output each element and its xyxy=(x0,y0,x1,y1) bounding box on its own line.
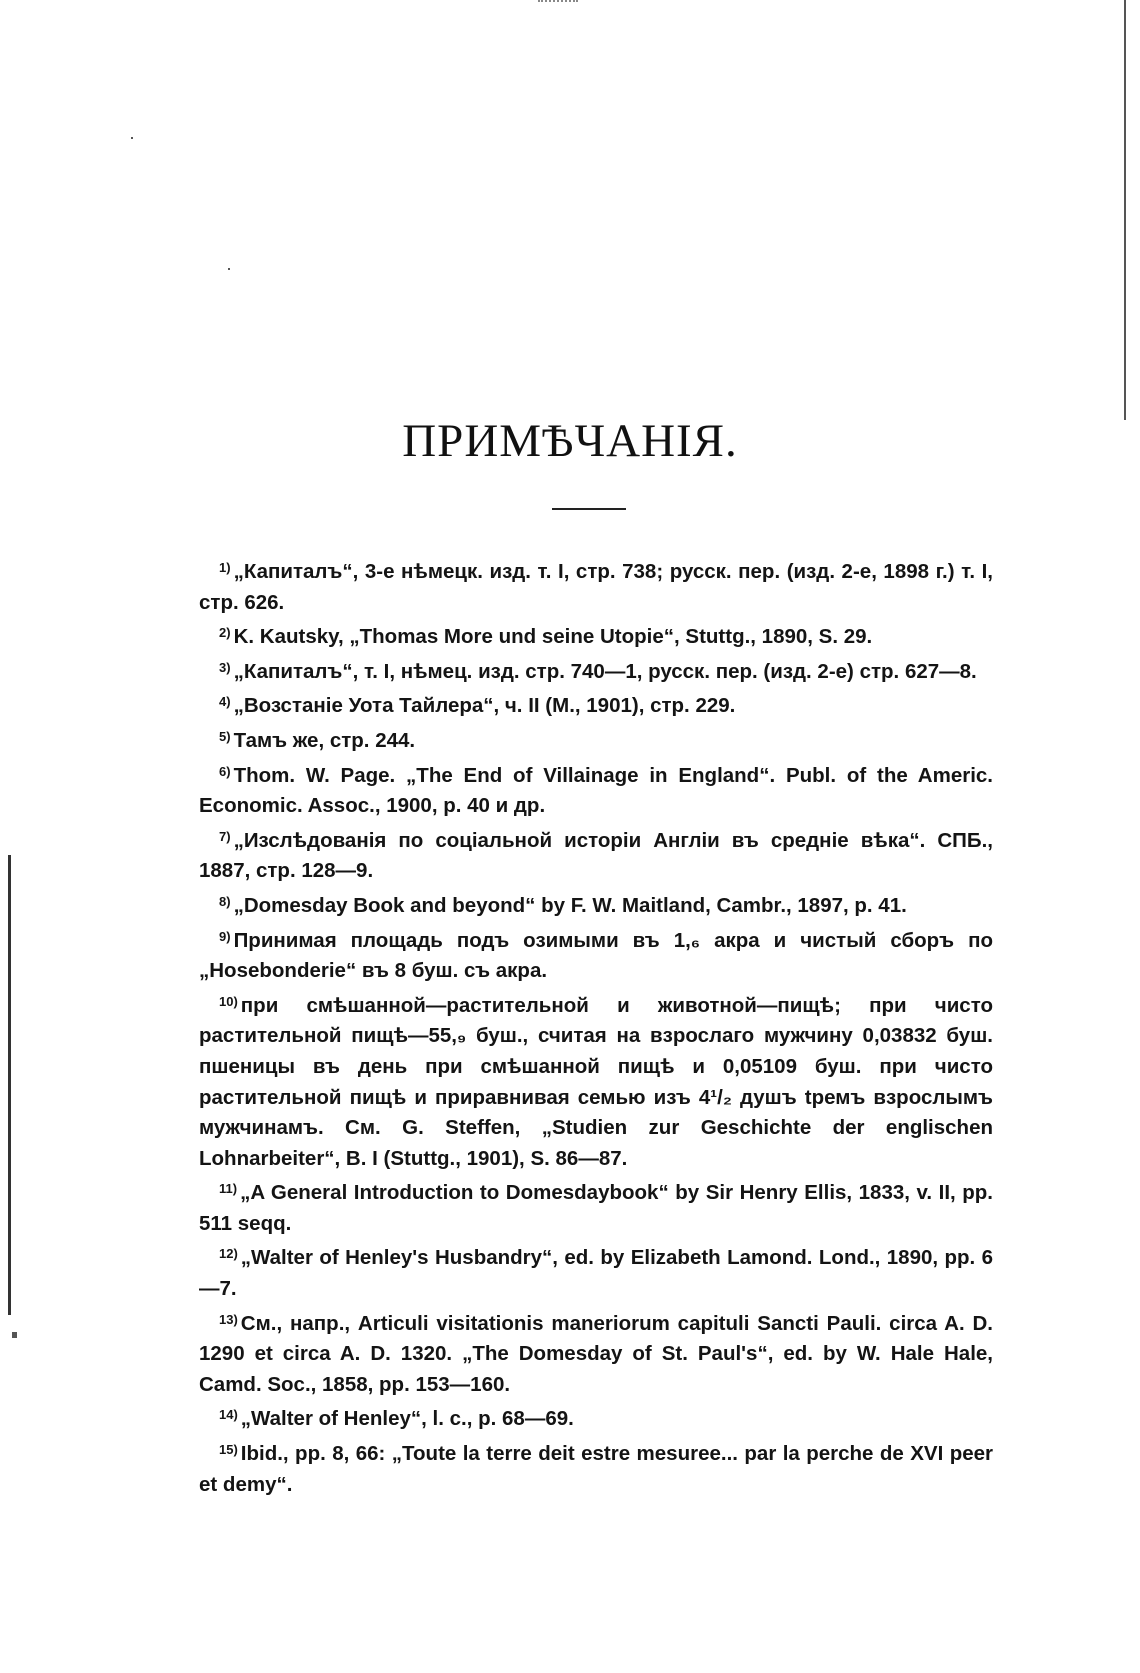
note-text: „Изслѣдованія по соціальной исторіи Англіи въ средніе вѣка“. СПБ., 1887, стр. 128—9. xyxy=(199,828,993,883)
note xyxy=(199,1435,993,1500)
note-number: 9) xyxy=(219,928,231,944)
scan-speck xyxy=(228,268,230,270)
note-text: „Возстаніе Уота Тайлера“, ч. II (М., 1901), стр. 229. xyxy=(233,694,736,718)
note-number: 8) xyxy=(219,893,231,909)
note-text: См., напр., Articuli visitationis maneriorum capituli Sancti Pauli. circa A. D. 1290 et circa A. D. 1320. „The Domesday of St. Paul's“, ed. by W. Hale Hale, Camd. Soc., 1858, pp. 153—160. xyxy=(199,1311,993,1396)
note-text: „Walter of Henley's Husbandry“, ed. by Elizabeth Lamond. Lond., 1890, pp. 6—7. xyxy=(199,1246,993,1301)
note xyxy=(199,553,993,618)
note-number: 13) xyxy=(219,1311,238,1327)
scan-artifact xyxy=(538,0,578,5)
note-text: „Domesday Book and beyond“ by F. W. Maitland, Cambr., 1897, p. 41. xyxy=(233,893,907,917)
notes-list xyxy=(199,553,993,1500)
note-text: „A General Introduction to Domesdaybook“ by Sir Henry Ellis, 1833, v. II, pp. 511 seqq. xyxy=(199,1181,993,1235)
note-number: 5) xyxy=(219,728,231,744)
note-number: 10) xyxy=(219,993,238,1009)
note xyxy=(199,722,993,757)
note xyxy=(199,1239,993,1304)
note-number: 7) xyxy=(219,828,231,844)
note-text: „Капиталъ“, т. I, нѣмец. изд. стр. 740—1, русск. пер. (изд. 2-е) стр. 627—8. xyxy=(233,659,977,683)
note-number: 6) xyxy=(219,763,231,779)
note xyxy=(199,822,993,887)
title-divider xyxy=(552,508,626,510)
note-text: Принимая площадь подъ озимыми въ 1,₆ акра и чистый сборъ по „Hosebonderie“ въ 8 буш. съ акра. xyxy=(199,928,993,983)
note-text: „Капиталъ“, 3-е нѣмецк. изд. т. I, стр. 738; русск. пер. (изд. 2-е, 1898 г.) т. I, стр. 626. xyxy=(199,560,993,614)
note-number: 1) xyxy=(219,560,231,575)
note xyxy=(199,887,993,922)
note-text: K. Kautsky, „Thomas More und seine Utopie“, Stuttg., 1890, S. 29. xyxy=(233,625,873,649)
note xyxy=(199,687,993,722)
note xyxy=(199,922,993,987)
note-number: 11) xyxy=(219,1181,238,1197)
note-text: Тамъ же, стр. 244. xyxy=(233,728,416,752)
note-number: 2) xyxy=(219,625,231,641)
note xyxy=(199,618,993,653)
note-number: 4) xyxy=(219,694,231,710)
note-text: Thom. W. Page. „The End of Villainage in England“. Publ. of the Americ. Economic. Assoc., 1900, p. 40 и др. xyxy=(199,763,993,818)
page-title: ПРИМѢЧАНІЯ. xyxy=(402,415,738,467)
note xyxy=(199,757,993,822)
note-text: при смѣшанной—растительной и животной—пищѣ; при чисто растительной пищѣ—55,₉ буш., считая на взрослаго мужчину 0,03832 буш. пшеницы въ день при смѣшанной пищѣ и 0,05109 буш. при чисто растительной пищѣ и приравнивая семью изъ 4¹/₂ душъ tремъ взрослымъ мужчинамъ. См. G. Steffen, „Studien zur Geschichte der englischen Lohnarbeiter“, B. I (Stuttg., 1901), S. 86—87. xyxy=(199,993,993,1170)
note xyxy=(199,1400,993,1435)
note-number: 3) xyxy=(219,659,231,675)
note xyxy=(199,653,993,688)
scan-edge-left xyxy=(8,855,11,1315)
scan-speck xyxy=(12,1332,17,1338)
note-number: 12) xyxy=(219,1246,238,1262)
note-number: 14) xyxy=(219,1407,238,1423)
note-number: 15) xyxy=(219,1442,238,1458)
scan-speck xyxy=(131,137,133,139)
note-text: „Walter of Henley“, l. c., p. 68—69. xyxy=(240,1407,574,1431)
note-text: Ibid., pp. 8, 66: „Toute la terre deit estre mesuree... par la perche de XVI peer et demy“. xyxy=(199,1442,993,1496)
scan-edge-right xyxy=(1124,0,1126,420)
note xyxy=(199,987,993,1175)
note xyxy=(199,1305,993,1401)
note xyxy=(199,1174,993,1239)
